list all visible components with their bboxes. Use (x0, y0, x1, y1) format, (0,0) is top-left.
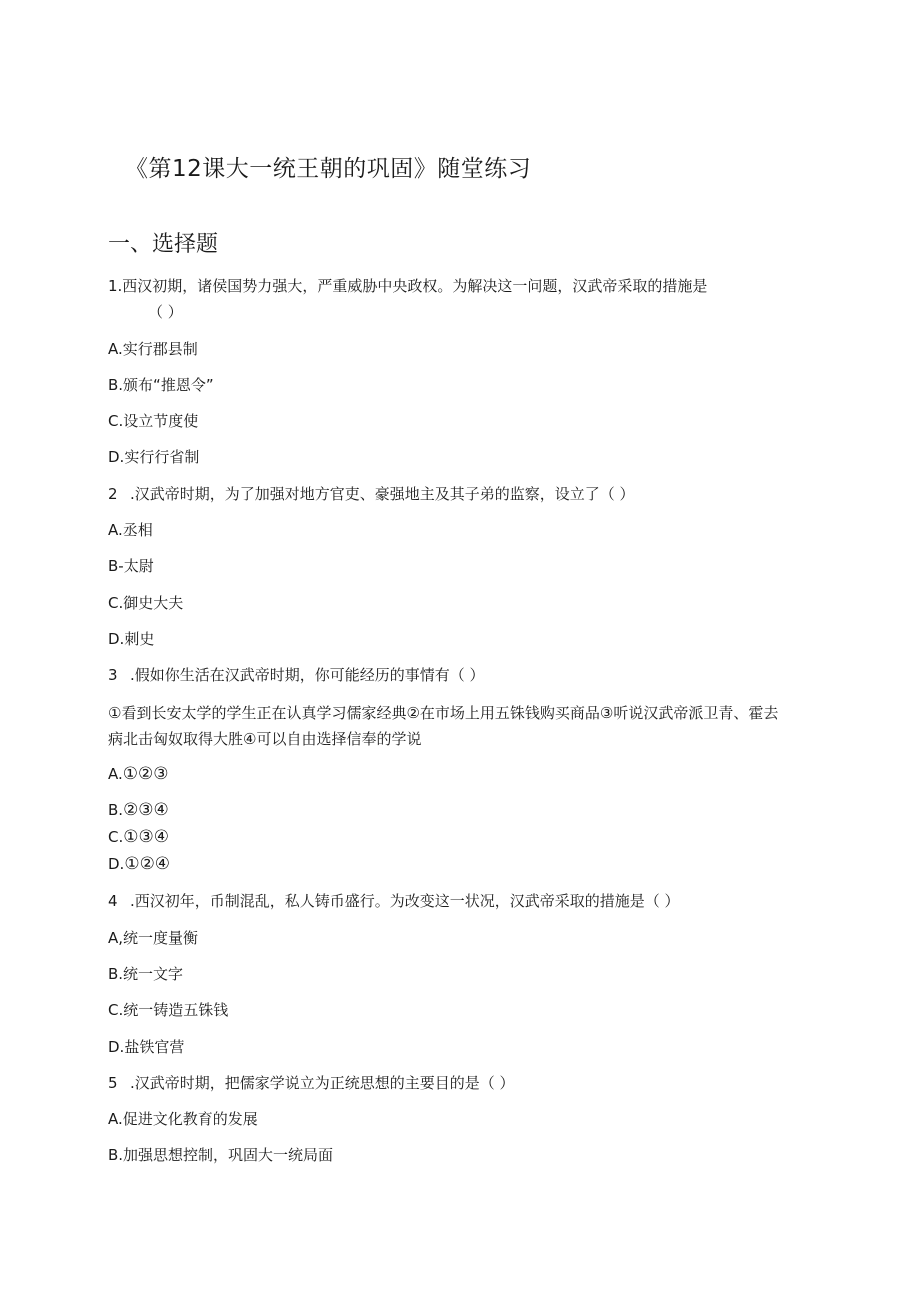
section-heading: 一、选择题 (108, 232, 219, 257)
option-letter: B. (108, 801, 124, 819)
option-letter: D. (108, 855, 125, 873)
question-3-option-a (108, 764, 169, 784)
question-2-option-a: A.丞相 (108, 521, 153, 539)
question-3-option-b (108, 800, 169, 820)
question-4-text: .西汉初年，币制混乱，私人铸币盛行。为改变这一状况，汉武帝采取的措施是（ ） (130, 892, 680, 910)
question-5-number: 5 (108, 1074, 118, 1092)
question-3-option-c (108, 827, 169, 847)
question-2-stem (108, 484, 635, 504)
option-letter: C. (108, 828, 124, 846)
question-5-option-a: A.促进文化教育的发展 (108, 1110, 258, 1128)
question-1-option-b: B.颁布“推恩令” (108, 376, 214, 394)
question-2-text: .汉武帝时期，为了加强对地方官吏、豪强地主及其子弟的监察，设立了（ ） (130, 485, 635, 503)
question-4-option-c: C.统一铸造五铢钱 (108, 1001, 229, 1019)
question-3-text: .假如你生活在汉武帝时期，你可能经历的事情有（ ） (130, 666, 485, 684)
question-2-option-c: C.御史大夫 (108, 594, 184, 612)
question-1-option-d: D.实行行省制 (108, 448, 200, 466)
question-1-answer-parens: （ ） (148, 303, 183, 321)
question-4-option-b: B.统一文字 (108, 965, 184, 983)
question-1-option-c: C.设立节度使 (108, 412, 199, 430)
question-3-statements-line-1: ①看到长安太学的学生正在认真学习儒家经典②在市场上用五铢钱购买商品③听说汉武帝派卫青、霍去 (108, 704, 779, 722)
question-2-option-d: D.刺史 (108, 630, 155, 648)
option-marks: ②③④ (123, 800, 169, 820)
option-marks: ①③④ (123, 827, 169, 847)
question-2-option-b: B-太尉 (108, 557, 154, 575)
question-4-option-d: D.盐铁官营 (108, 1038, 185, 1056)
option-letter: A. (108, 765, 123, 783)
question-5-text: .汉武帝时期，把儒家学说立为正统思想的主要目的是（ ） (130, 1074, 515, 1092)
question-5-stem (108, 1073, 515, 1093)
question-1-option-a: A.实行郡县制 (108, 340, 198, 358)
question-5-option-b: B.加强思想控制，巩固大一统局面 (108, 1146, 334, 1164)
option-marks: ①②③ (122, 764, 169, 784)
question-3-statements-line-2: 病北击匈奴取得大胜④可以自由选择信奉的学说 (108, 730, 422, 748)
option-marks: ①②④ (124, 854, 171, 874)
page-title: 《第12课大一统王朝的巩固》随堂练习 (125, 156, 532, 182)
question-3-option-d (108, 854, 170, 874)
question-1-stem: 1.西汉初期，诸侯国势力强大，严重威胁中央政权。为解决这一问题，汉武帝采取的措施是 (108, 277, 708, 295)
question-4-stem (108, 891, 680, 911)
question-3-stem (108, 665, 485, 685)
question-3-number: 3 (108, 666, 118, 684)
question-4-number: 4 (108, 892, 118, 910)
question-4-option-a: A,统一度量衡 (108, 929, 199, 947)
question-2-number: 2 (108, 485, 118, 503)
